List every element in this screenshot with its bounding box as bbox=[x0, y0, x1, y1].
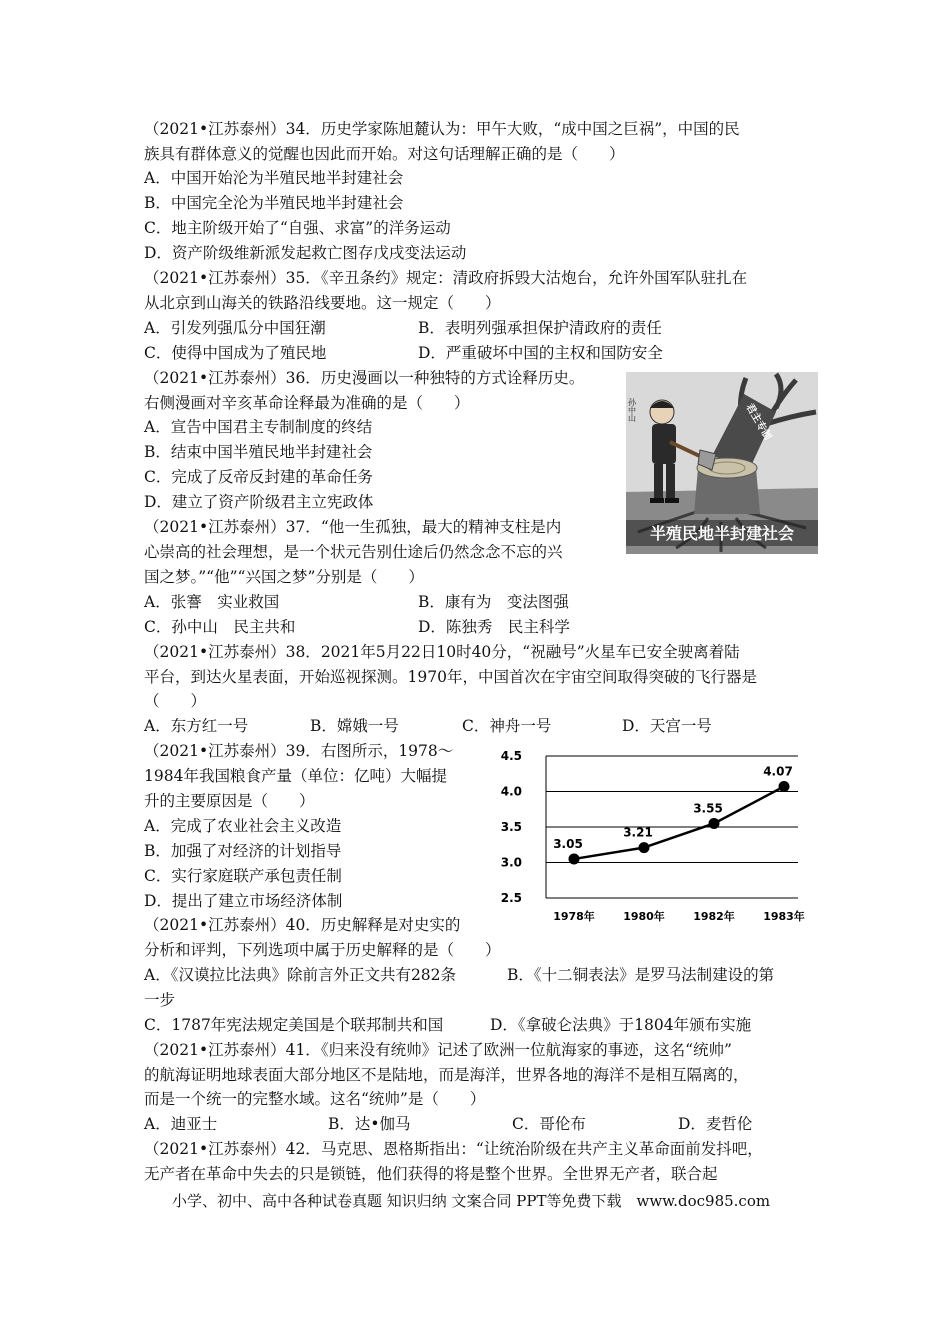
q37-stem-line2: 心崇高的社会理想，是一个状元告别仕途后仍然念念不忘的兴 bbox=[144, 543, 563, 561]
q39-stem-line2: 1984年我国粮食产量（单位：亿吨）大幅提 bbox=[144, 767, 447, 785]
q40-option-b-line2: 一步 bbox=[144, 991, 176, 1009]
q36-option-a: A．宣告中国君主专制制度的终结 bbox=[144, 418, 373, 436]
q38-option-b: B．嫦娥一号 bbox=[310, 717, 399, 735]
q40-option-d: D．《拿破仑法典》于1804年颁布实施 bbox=[490, 1016, 752, 1034]
q34-stem-line1: （2021•江苏泰州）34．历史学家陈旭麓认为：甲午大败，“成中国之巨祸”，中国的民 bbox=[144, 120, 740, 138]
q42-stem-line1: （2021•江苏泰州）42．马克思、恩格斯指出：“让统治阶级在共产主义革命面前发抖吧， bbox=[144, 1140, 763, 1158]
q38-option-a: A．东方红一号 bbox=[144, 717, 249, 735]
q39-option-b: B．加强了对经济的计划指导 bbox=[144, 842, 342, 860]
q39-option-c: C．实行家庭联产承包责任制 bbox=[144, 867, 342, 885]
q40-option-c: C．1787年宪法规定美国是个联邦制共和国 bbox=[144, 1016, 444, 1034]
q34-option-b: B．中国完全沦为半殖民地半封建社会 bbox=[144, 194, 404, 212]
chart-x-tick-label: 1982年 bbox=[693, 910, 735, 923]
q36-stem-line1: （2021•江苏泰州）36．历史漫画以一种独特的方式诠释历史。 bbox=[144, 369, 585, 387]
q39-option-a: A．完成了农业社会主义改造 bbox=[144, 817, 342, 835]
q40-option-b-line1: B．《十二铜表法》是罗马法制建设的第 bbox=[507, 966, 775, 984]
chart-data-label: 3.21 bbox=[623, 825, 653, 840]
q37-option-d: D．陈独秀 民主科学 bbox=[418, 618, 570, 636]
q38-option-c: C．神舟一号 bbox=[462, 717, 552, 735]
q35-option-d: D．严重破坏中国的主权和国防安全 bbox=[418, 344, 663, 362]
q39-stem-line1: （2021•江苏泰州）39．右图所示，1978～ bbox=[144, 742, 454, 760]
q41-stem-line1: （2021•江苏泰州）41．《归来没有统帅》记述了欧洲一位航海家的事迹，这名“统帅” bbox=[144, 1041, 732, 1059]
q41-stem-line2: 的航海证明地球表面大部分地区不是陆地，而是海洋，世界各地的海洋不是相互隔离的， bbox=[144, 1066, 749, 1084]
chart-y-tick-label: 4.0 bbox=[500, 784, 522, 799]
chart-data-point bbox=[779, 781, 790, 792]
grain-output-chart bbox=[496, 740, 814, 930]
q34-option-a: A．中国开始沦为半殖民地半封建社会 bbox=[144, 169, 404, 187]
q34-option-c: C．地主阶级开始了“自强、求富”的洋务运动 bbox=[144, 219, 451, 237]
q34-option-d: D．资产阶级维新派发起救亡图存戊戌变法运动 bbox=[144, 244, 467, 262]
chart-y-tick-label: 4.5 bbox=[500, 749, 522, 763]
chart-x-tick-label: 1980年 bbox=[623, 910, 665, 923]
chart-series-line bbox=[574, 787, 784, 859]
chart-y-tick-label: 2.5 bbox=[500, 891, 522, 905]
q42-stem-line2: 无产者在革命中失去的只是锁链，他们获得的将是整个世界。全世界无产者，联合起 bbox=[144, 1165, 718, 1183]
chart-data-point bbox=[639, 842, 650, 853]
q40-stem-line2: 分析和评判，下列选项中属于历史解释的是（ ） bbox=[144, 941, 501, 959]
q40-option-a: A．《汉谟拉比法典》除前言外正文共有282条 bbox=[144, 966, 457, 984]
cartoon-person-label: 孙中山 bbox=[627, 398, 637, 422]
q35-option-a: A．引发列强瓜分中国狂潮 bbox=[144, 319, 326, 337]
chart-y-tick-label: 3.0 bbox=[500, 855, 522, 870]
q38-option-d: D．天宫一号 bbox=[622, 717, 712, 735]
chart-data-label: 3.55 bbox=[693, 801, 723, 816]
q34-stem-line2: 族具有群体意义的觉醒也因此而开始。对这句话理解正确的是（ ） bbox=[144, 145, 625, 163]
q36-option-b: B．结束中国半殖民地半封建社会 bbox=[144, 443, 373, 461]
chart-data-point bbox=[569, 853, 580, 864]
q36-option-c: C．完成了反帝反封建的革命任务 bbox=[144, 468, 373, 486]
cartoon-caption: 半殖民地半封建社会 bbox=[649, 524, 795, 543]
q41-option-d: D．麦哲伦 bbox=[678, 1115, 753, 1133]
q35-option-c: C．使得中国成为了殖民地 bbox=[144, 344, 327, 362]
cartoon-trunk-label: 君主专制 bbox=[743, 402, 773, 443]
q38-stem-line3: （ ） bbox=[144, 692, 207, 710]
q41-option-b: B．达•伽马 bbox=[328, 1115, 411, 1133]
q39-stem-line3: 升的主要原因是（ ） bbox=[144, 792, 315, 810]
q37-option-c: C．孙中山 民主共和 bbox=[144, 618, 296, 636]
chart-data-point bbox=[709, 818, 720, 829]
q37-option-a: A．张謇 实业救国 bbox=[144, 593, 280, 611]
revolution-cartoon bbox=[626, 372, 818, 554]
q41-option-a: A．迪亚士 bbox=[144, 1115, 218, 1133]
q36-stem-line2: 右侧漫画对辛亥革命诠释最为准确的是（ ） bbox=[144, 394, 470, 412]
chart-data-label: 3.05 bbox=[553, 836, 583, 851]
page-footer: 小学、初中、高中各种试卷真题 知识归纳 文案合同 PPT等免费下载 www.doc985.com bbox=[172, 1192, 771, 1210]
chart-data-label: 4.07 bbox=[763, 764, 793, 779]
chart-x-tick-label: 1983年 bbox=[763, 910, 805, 923]
q39-option-d: D．提出了建立市场经济体制 bbox=[144, 892, 343, 910]
q41-stem-line3: 而是一个统一的完整水域。这名“统帅”是（ ） bbox=[144, 1090, 486, 1108]
q36-option-d: D．建立了资产阶级君主立宪政体 bbox=[144, 493, 374, 511]
q41-option-c: C．哥伦布 bbox=[512, 1115, 586, 1133]
q37-stem-line1: （2021•江苏泰州）37．“他一生孤独，最大的精神支柱是内 bbox=[144, 518, 562, 536]
q35-option-b: B．表明列强承担保护清政府的责任 bbox=[418, 319, 662, 337]
q38-stem-line2: 平台，到达火星表面，开始巡视探测。1970年，中国首次在宇宙空间取得突破的飞行器是 bbox=[144, 668, 757, 686]
q37-stem-line3: 国之梦。”“他”“兴国之梦”分别是（ ） bbox=[144, 568, 424, 586]
q37-option-b: B．康有为 变法图强 bbox=[418, 593, 569, 611]
chart-y-tick-label: 3.5 bbox=[500, 820, 522, 834]
q35-stem-line2: 从北京到山海关的铁路沿线要地。这一规定（ ） bbox=[144, 294, 501, 312]
q35-stem-line1: （2021•江苏泰州）35．《辛丑条约》规定：清政府拆毁大沽炮台，允许外国军队驻扎在 bbox=[144, 269, 748, 287]
q40-stem-line1: （2021•江苏泰州）40．历史解释是对史实的 bbox=[144, 916, 461, 934]
chart-x-tick-label: 1978年 bbox=[553, 910, 595, 923]
q38-stem-line1: （2021•江苏泰州）38．2021年5月22日10时40分，“祝融号”火星车已安全驶离着陆 bbox=[144, 643, 740, 661]
